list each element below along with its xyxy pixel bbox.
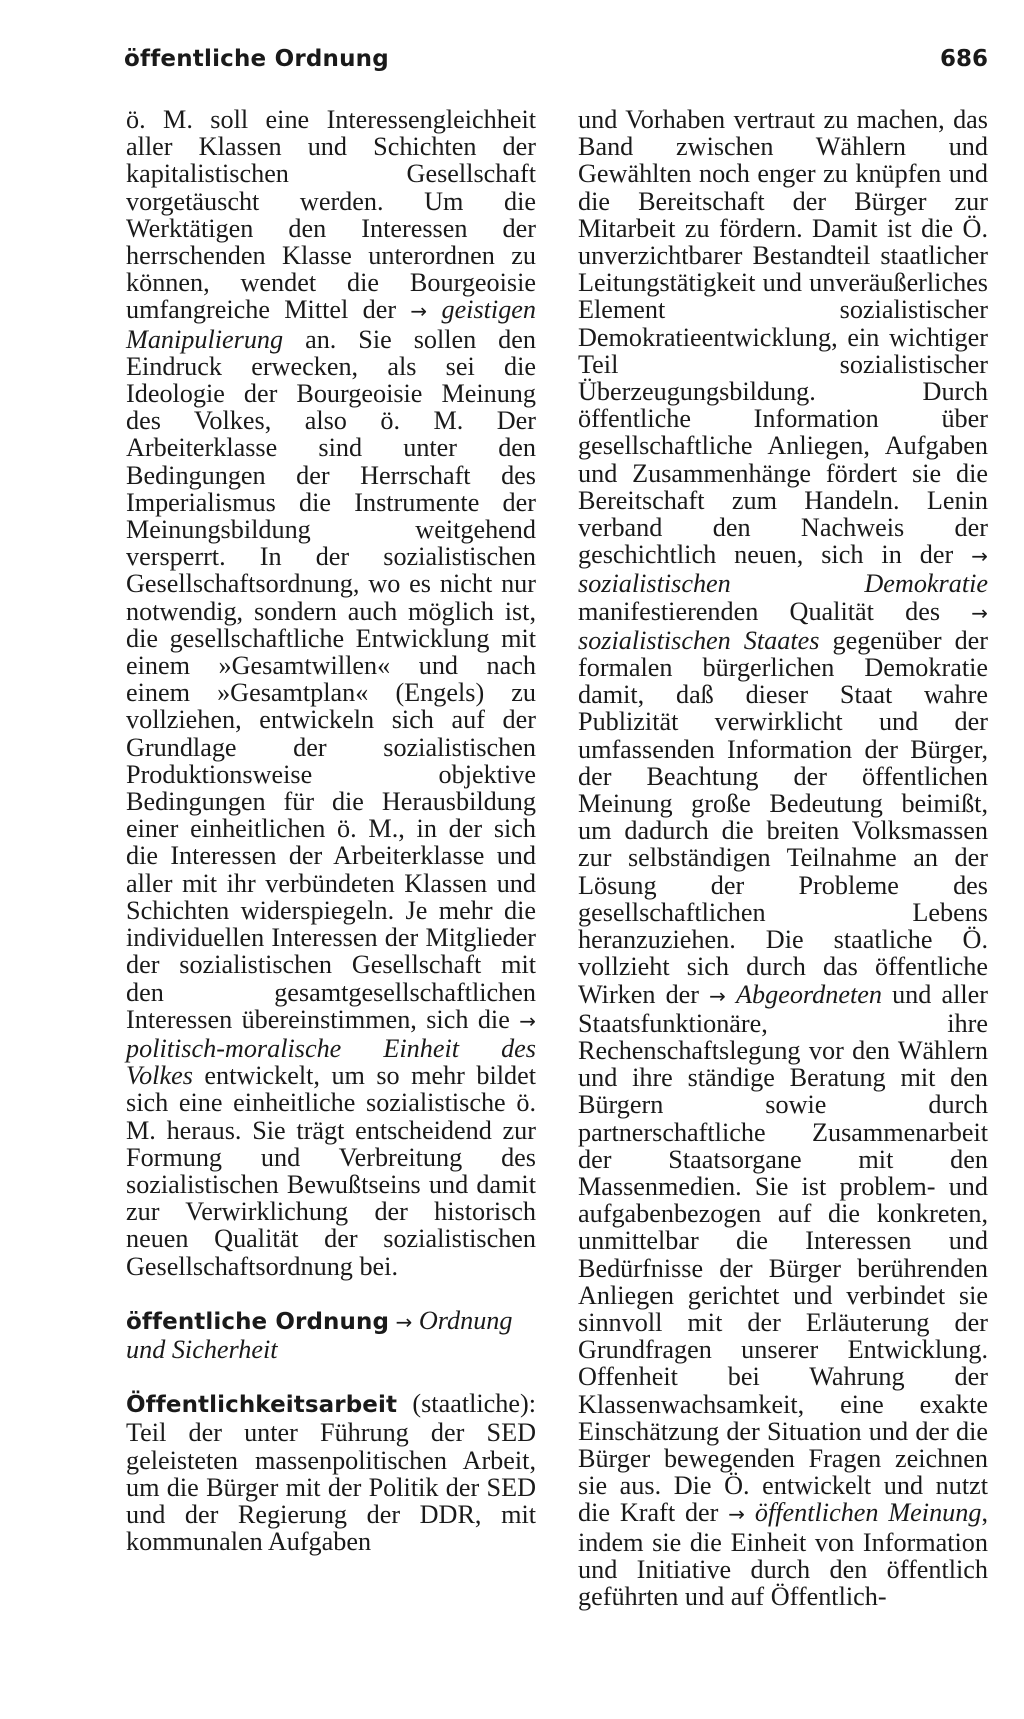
arrow-icon: →: [971, 600, 988, 625]
page-header: [124, 46, 988, 86]
running-head: öffentliche Ordnung: [124, 46, 389, 72]
arrow-icon: →: [709, 983, 726, 1008]
text-run: gegenüber der formalen bürgerlichen Demokratie damit, daß dieser Staat wahre Publizität verwirklicht und der umfassenden Information der Bürger, der Beachtung der öffentlichen Meinung große Bedeutung beimißt, um dadurch die breiten Volksmassen zur selbständigen Teilnahme an der Lösung der Probleme des gesellschaftlichen Lebens heranzuziehen. Die staatliche Ö. vollzieht sich durch das öffentliche Wirken der: [578, 625, 989, 1009]
cross-reference[interactable]: politisch-moralische Einheit des Volkes: [126, 1033, 536, 1091]
page-number: 686: [939, 46, 988, 72]
text-run: und Vorhaben vertraut zu machen, das Band zwischen Wählern und Gewählten noch enger zu knüpfen und die Bereitschaft der Bürger zur Mitarbeit zu fördern. Damit ist die Ö. unverzichtbarer Bestandteil staatlicher Leitungstätigkeit und unveräußerliches Element sozialistischer Demokratieentwicklung, ein wichtiger Teil sozialistischer Überzeugungsbildung. Durch öffentliche Information über gesellschaftliche Anliegen, Aufgaben und Zusammenhänge fördert sie die Bereitschaft zum Handeln. Lenin verband den Nachweis der geschichtlich neuen, sich in der: [578, 105, 988, 570]
left-column: [126, 106, 536, 1555]
entry-continuation-paragraph: [578, 106, 988, 1610]
right-column: [578, 106, 988, 1610]
entry-lemma: Öffentlichkeitsarbeit: [126, 1392, 398, 1419]
entry-lemma: öffentliche Ordnung: [126, 1308, 390, 1335]
text-run: und aller Staatsfunktionäre, ihre Rechenschaftslegung vor den Wählern und ihre ständige Beratung mit den Bürgern sowie durch partnerschaftliche Zusammenarbeit der Staatsorgane mit den Massenmedien. Sie ist problem- und aufgabenbezogen auf die konkreten, unmittelbar die Interessen und Bedürfnisse der Bürger berührenden Anliegen gerichtet und verbindet sie sinnvoll mit der Erläuterung der Grundfragen unserer Entwicklung. Offenheit bei Wahrung der Klassenwachsamkeit, eine exakte Einschätzung der Situation und der die Bürger bewegenden Fragen zeichnen sie aus. Die Ö. entwickelt und nutzt die Kraft der: [578, 979, 988, 1528]
text-run: an. Sie sollen den Eindruck erwecken, als sei die Ideologie der Bourgeoisie Meinung des Volkes, also ö. M. Der Arbeiterklasse sind unter den Bedingungen der Herrschaft des Imperialismus die Instrumente der Meinungsbildung weitgehend versperrt. In der sozialistischen Gesellschaftsordnung, wo es nicht nur notwendig, sondern auch möglich ist, die gesellschaftliche Entwicklung mit einem »Gesamtwillen« und nach einem »Gesamtplan« (Engels) zu vollziehen, entwickeln sich auf der Grundlage der sozialistischen Produktionsweise objektive Bedingungen für die Herausbildung einer einheitlichen ö. M., in der sich die Interessen der Arbeiterklasse und aller mit ihr verbündeten Klassen und Schichten widerspiegeln. Je mehr die individuellen Interessen der Mitglieder der sozialistischen Gesellschaft mit den gesamtgesellschaftlichen Interessen übereinstimmen, sich die: [126, 324, 536, 1034]
entry-oeffentlichkeitsarbeit: [126, 1390, 536, 1555]
cross-reference[interactable]: Ordnung und Sicherheit: [126, 1305, 513, 1364]
entry-oeffentliche-ordnung: [126, 1307, 536, 1363]
cross-reference[interactable]: öffentlichen Meinung: [754, 1498, 982, 1528]
arrow-icon: →: [519, 1008, 536, 1033]
arrow-icon: →: [395, 1309, 413, 1334]
entry-continuation-paragraph: [126, 106, 536, 1280]
text-run: , indem sie die Einheit von Information und Initiative durch den öffentlich geführten und auf Öffentlich-: [578, 1498, 989, 1611]
cross-reference[interactable]: geistigen Manipulierung: [126, 295, 537, 354]
arrow-icon: →: [410, 299, 428, 324]
arrow-icon: →: [971, 544, 988, 569]
text-run: ö. M. soll eine Interessengleichheit aller Klassen und Schichten der kapitalistischen Gesellschaft vorgetäuscht werden. Um die Werktätigen den Interessen der herrschenden Klasse unterordnen zu können, wendet die Bourgeoisie umfangreiche Mittel der: [126, 105, 536, 325]
text-run: manifestierenden Qualität des: [578, 596, 972, 626]
text-run: entwickelt, um so mehr bildet sich eine einheitliche sozialistische ö. M. heraus. Sie trägt entscheidend zur Formung und Verbreitung des sozialistischen Bewußtseins und damit zur Verwirklichung der historisch neuen Qualität der sozialistischen Gesellschaftsordnung bei.: [126, 1061, 536, 1281]
cross-reference[interactable]: sozialistischen Demokratie: [578, 569, 988, 599]
cross-reference[interactable]: Abgeordneten: [736, 979, 882, 1009]
cross-reference[interactable]: sozialistischen Staates: [578, 625, 820, 655]
text-run: (staatliche): Teil der unter Führung der SED geleisteten massenpolitischen Arbeit, um die Bürger mit der Politik der SED und der Regierung der DDR, mit kommunalen Aufgaben: [126, 1389, 536, 1557]
arrow-icon: →: [728, 1502, 746, 1527]
